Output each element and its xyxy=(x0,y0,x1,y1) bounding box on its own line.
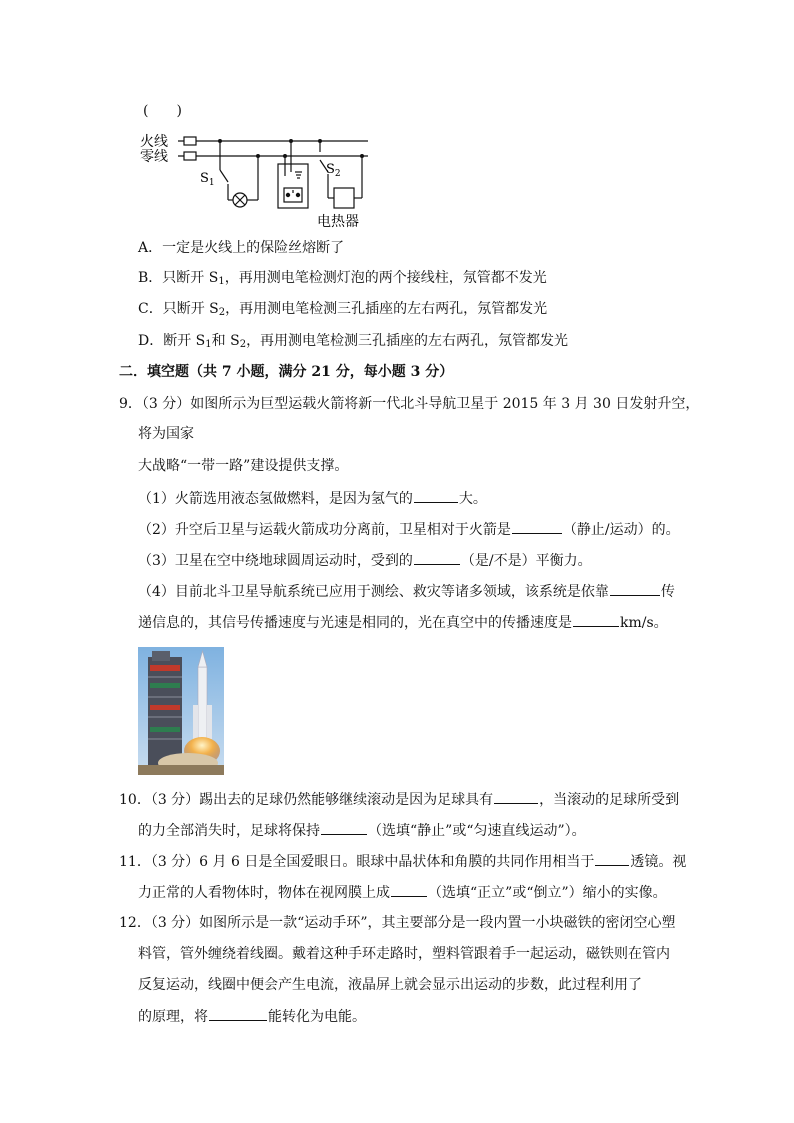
q9-part4: （4）目前北斗卫星导航系统已应用于测绘、救灾等诸多领域，该系统是依靠 传 xyxy=(138,581,675,602)
q9-part4-cont: 递信息的，其信号传播速度与光速是相同的，光在真空中的传播速度是 km/s。 xyxy=(138,612,668,633)
s2-label: $S_2$ xyxy=(326,162,341,179)
section-heading: 二．填空题（共 7 小题，满分 21 分，每小题 3 分） xyxy=(119,364,454,380)
q9-part1: （1）火箭选用液态氢做燃料，是因为氢气的 大。 xyxy=(138,488,487,509)
switch-s1 xyxy=(220,170,228,182)
answer-blank[interactable] xyxy=(595,851,629,866)
heater-box xyxy=(334,188,354,208)
q11-line1: 11．（3 分）6 月 6 日是全国爱眼日。眼球中晶状体和角膜的共同作用相当于 透镜。视 xyxy=(119,851,686,872)
q9-stem-line2: 将为国家 xyxy=(138,426,194,442)
answer-bracket: ( ) xyxy=(143,103,182,119)
answer-blank[interactable] xyxy=(391,882,427,897)
q10-line1: 10．（3 分）踢出去的足球仍然能够继续滚动是因为足球具有 ，当滚动的足球所受到 xyxy=(119,789,679,810)
q9-stem-line3: 大战略“一带一路”建设提供支撑。 xyxy=(138,458,349,474)
q9-stem-line1: 9．（3 分）如图所示为巨型运载火箭将新一代北斗导航卫星于 2015 年 3 月 30 日发射升空， xyxy=(119,396,700,412)
neutral-wire-label: 零线 xyxy=(140,149,168,165)
q11-line2: 力正常的人看物体时，物体在视网膜上成 （选填“正立”或“倒立”）缩小的实像。 xyxy=(138,882,667,903)
answer-blank[interactable] xyxy=(414,488,458,503)
option-a: A．一定是火线上的保险丝熔断了 xyxy=(138,240,345,256)
q10-line2: 的力全部消失时，足球将保持 （选填“静止”或“匀速直线运动”）。 xyxy=(138,820,586,841)
rocket-launch-photo xyxy=(138,647,224,775)
neutral-fuse xyxy=(184,152,196,160)
answer-blank[interactable] xyxy=(512,519,562,534)
answer-blank[interactable] xyxy=(209,1006,267,1021)
s1-label: $S_1$ xyxy=(200,171,215,188)
answer-blank[interactable] xyxy=(610,581,660,596)
q9-part2: （2）升空后卫星与运载火箭成功分离前，卫星相对于火箭是 （静止/运动）的。 xyxy=(138,519,680,540)
heater-label: 电热器 xyxy=(317,214,359,230)
circuit-diagram xyxy=(138,100,378,232)
q9-part3: （3）卫星在空中绕地球圆周运动时，受到的 （是/不是）平衡力。 xyxy=(138,550,592,571)
answer-blank[interactable] xyxy=(414,550,460,565)
live-fuse xyxy=(184,137,196,145)
answer-blank[interactable] xyxy=(573,612,619,627)
q12-line1: 12．（3 分）如图所示是一款“运动手环”，其主要部分是一段内置一小块磁铁的密闭空心塑 xyxy=(119,915,676,931)
live-wire-label: 火线 xyxy=(140,134,168,150)
option-d: D．断开 $S_1$和 $S_2$，再用测电笔检测三孔插座的左右两孔，氖管都发光 xyxy=(138,333,569,350)
q12-line2: 料管，管外缠绕着线圈。戴着这种手环走路时，塑料管跟着手一起运动，磁铁则在管内 xyxy=(138,946,670,962)
answer-blank[interactable] xyxy=(321,820,367,835)
q12-line4: 的原理，将 能转化为电能。 xyxy=(138,1006,366,1027)
option-c: C．只断开 $S_2$，再用测电笔检测三孔插座的左右两孔，氖管都发光 xyxy=(138,301,548,318)
q12-line3: 反复运动，线圈中便会产生电流，液晶屏上就会显示出运动的步数，此过程利用了 xyxy=(138,977,642,993)
answer-blank[interactable] xyxy=(494,789,538,804)
option-b: B．只断开 $S_1$，再用测电笔检测灯泡的两个接线柱，氖管都不发光 xyxy=(138,270,547,287)
